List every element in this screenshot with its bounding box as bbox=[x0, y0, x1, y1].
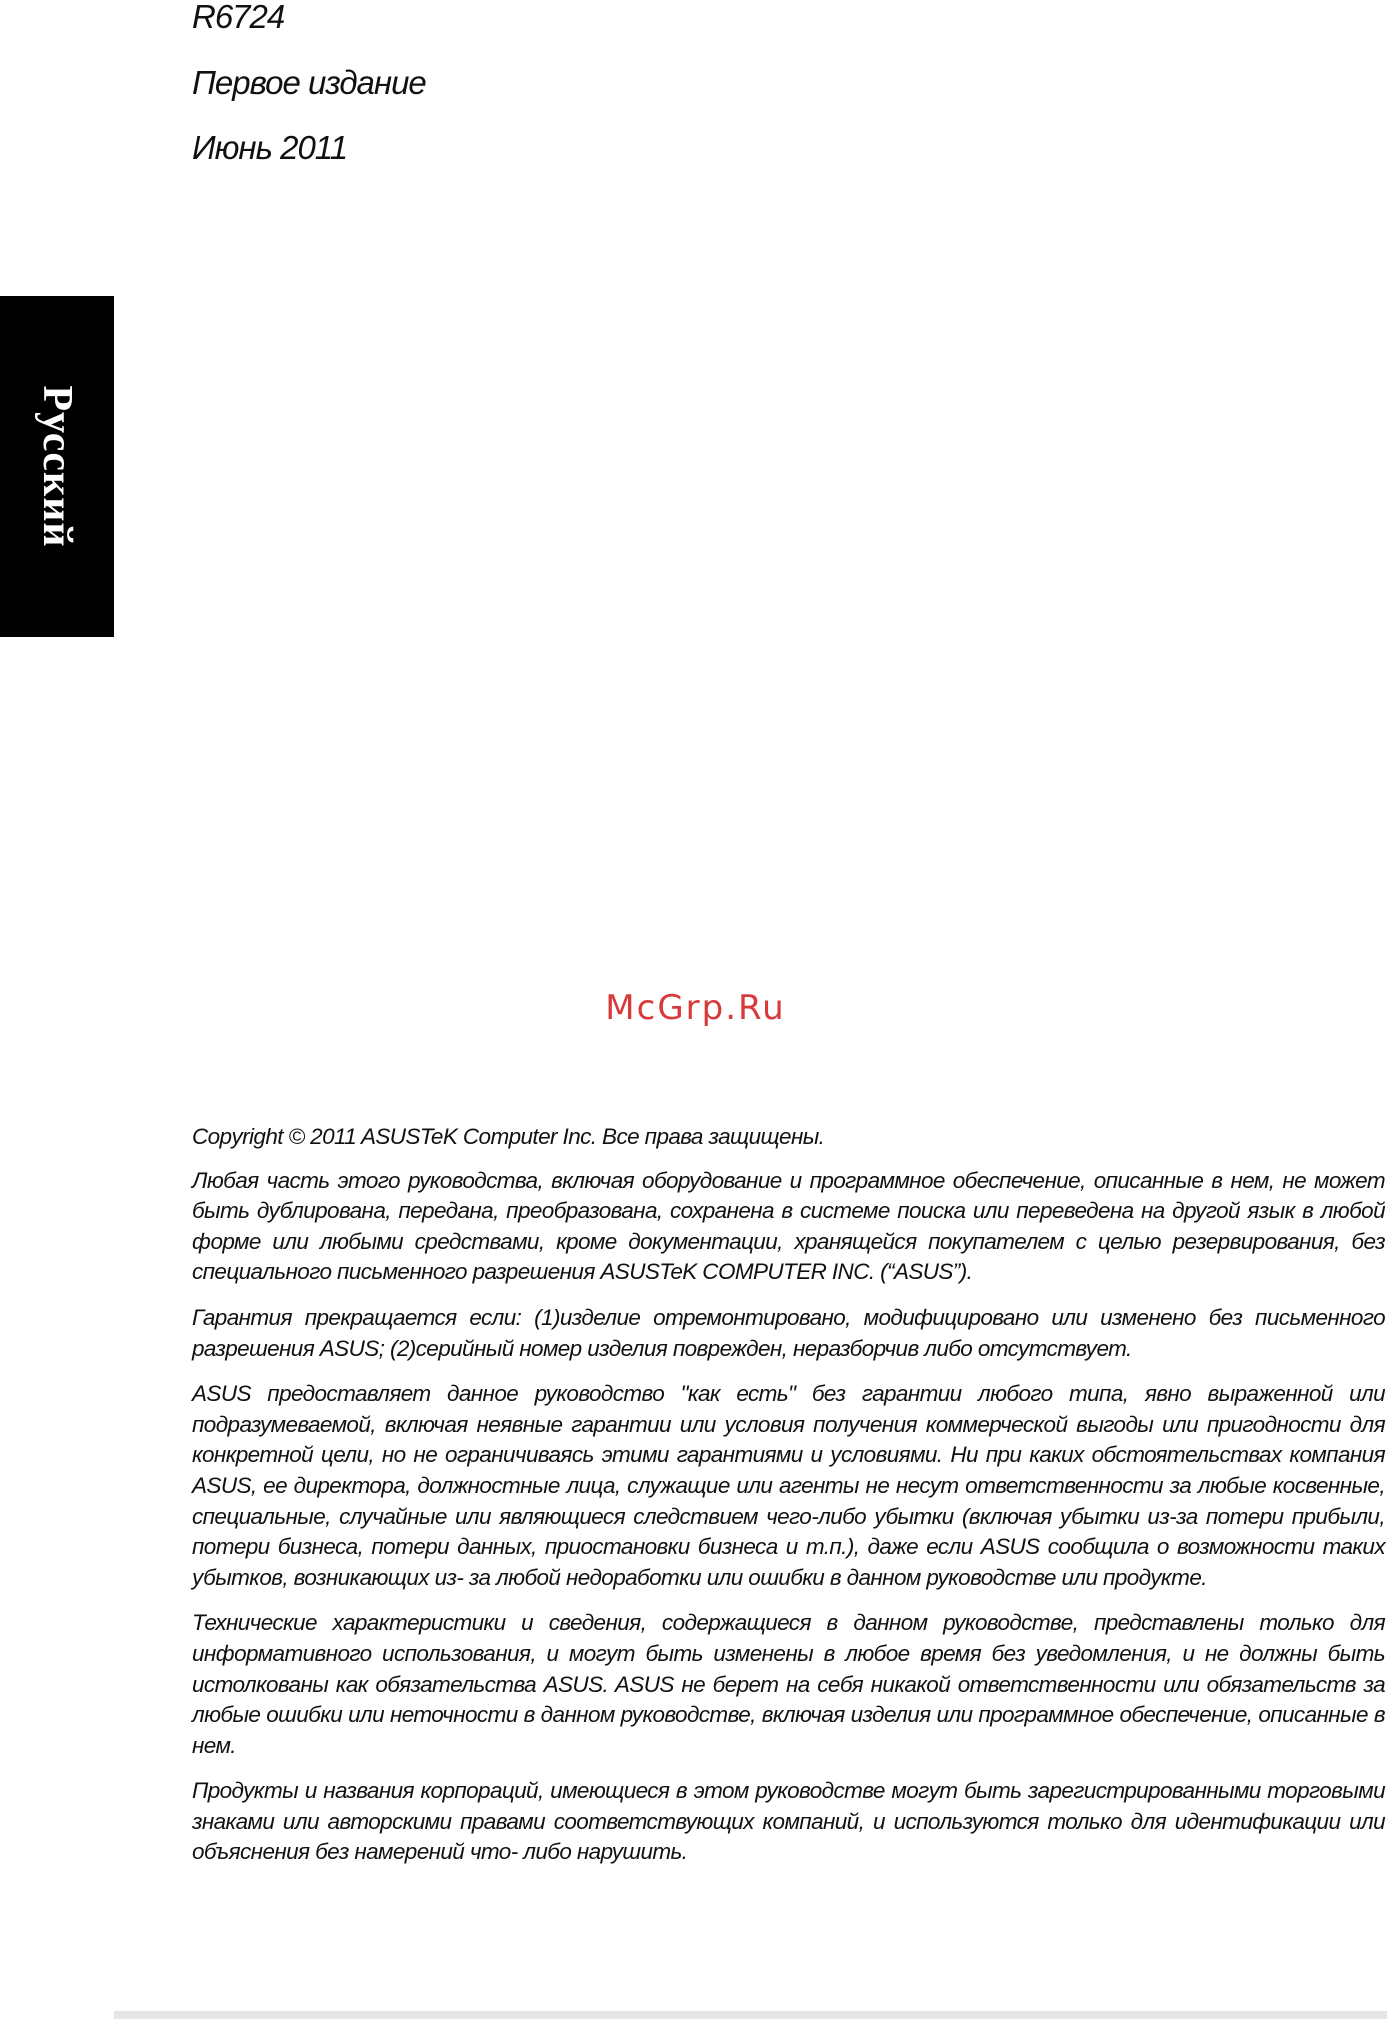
copyright-line: Copyright © 2011 ASUSTeK Computer Inc. Все права защищены. bbox=[192, 1124, 825, 1149]
watermark-text: McGrp.Ru bbox=[605, 988, 786, 1028]
legal-notice bbox=[192, 1122, 1385, 1883]
model-number: R6724 bbox=[192, 0, 285, 35]
language-side-tab-label: Русский bbox=[34, 385, 80, 548]
edition-label: Первое издание bbox=[192, 64, 426, 101]
legal-paragraph-disclaimer: ASUS предоставляет данное руководство "как есть" без гарантии любого типа, явно выраженной или подразумеваемой, включая неявные гарантии или условия получения коммерческой выгоды или пригодности для конкретной цели, но не ограничиваясь этими гарантиями и условиями. Ни при каких обстоятельствах компания ASUS, ее директора, должностные лица, служащие или агенты не несут ответственности за любые косвенные, специальные, случайные или являющиеся следствием чего-либо убытки (включая убытки из-за потери прибыли, потери бизнеса, потери данных, приостановки бизнеса и т.п.), даже если ASUS сообщила о возможности таких убытков, возникающих из- за любой недоработки или ошибки в данном руководстве или продукте. bbox=[192, 1381, 1385, 1590]
legal-paragraph-reproduction: Любая часть этого руководства, включая оборудование и программное обеспечение, описанные в нем, не может быть дублирована, передана, преобразована, сохранена в системе поиска или переведена на другой язык в любой форме или любыми средствами, кроме документации, хранящейся покупателем с целью резервирования, без специального письменного разрешения ASUSTeK COMPUTER INC. (“ASUS”). bbox=[192, 1167, 1385, 1285]
legal-paragraph-warranty: Гарантия прекращается если: (1)изделие отремонтировано, модифицировано или изменено без письменного разрешения ASUS; (2)серийный номер изделия поврежден, неразборчив либо отсутствует. bbox=[192, 1304, 1385, 1361]
publication-date: Июнь 2011 bbox=[192, 129, 348, 166]
watermark bbox=[0, 988, 1387, 1028]
language-side-tab bbox=[0, 296, 114, 637]
legal-paragraph-specifications: Технические характеристики и сведения, содержащиеся в данном руководстве, представлены только для информативного использования, и могут быть изменены в любое время без уведомления, и не должны быть истолкованы как обязательства ASUS. ASUS не берет на себя никакой ответственности или обязательств за любые ошибки или неточности в данном руководстве, включая изделия или программное обеспечение, описанные в нем. bbox=[192, 1610, 1385, 1758]
legal-paragraph-trademarks: Продукты и названия корпораций, имеющиеся в этом руководстве могут быть зарегистрированными торговыми знаками или авторскими правами соответствующих компаний, и используются только для идентификации или объяснения без намерений что- либо нарушить. bbox=[192, 1778, 1385, 1865]
footer-bar bbox=[114, 2011, 1387, 2019]
